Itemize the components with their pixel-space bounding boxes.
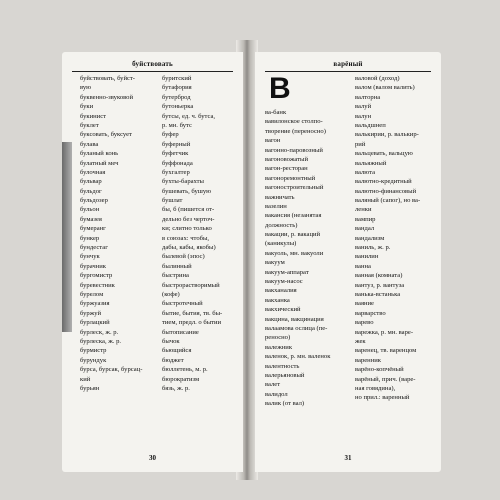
dictionary-entry: буксовать, буксует bbox=[80, 131, 132, 139]
dictionary-entry: бункер bbox=[80, 234, 100, 242]
dictionary-entry: бульон bbox=[80, 206, 100, 214]
dictionary-entry: вакуум-аппарат bbox=[265, 268, 309, 276]
dictionary-entry: бюрократизм bbox=[162, 375, 200, 383]
dictionary-entry: варенник bbox=[355, 356, 381, 364]
dictionary-entry: ваниль, ж. р. bbox=[355, 244, 391, 252]
dictionary-entry: варево bbox=[355, 319, 374, 327]
dictionary-entry: вакуум bbox=[265, 259, 285, 267]
dictionary-entry: быстрина bbox=[162, 272, 189, 280]
left-page-number: 30 bbox=[149, 454, 156, 462]
dictionary-entry: ванилин bbox=[355, 253, 379, 261]
dictionary-entry: бундестаг bbox=[80, 244, 108, 252]
dictionary-entry: валютно-кредитный bbox=[355, 178, 412, 186]
dictionary-entry: ная говядина), bbox=[355, 384, 396, 392]
dictionary-entry: буланый конь bbox=[80, 150, 119, 158]
dictionary-entry: бумазея bbox=[80, 215, 102, 223]
dictionary-entry: валенок, р. мн. валенок bbox=[265, 353, 331, 361]
dictionary-entry: булава bbox=[80, 140, 99, 148]
dictionary-entry: валерьяновый bbox=[265, 371, 305, 379]
dictionary-entry: вакуум-насос bbox=[265, 278, 303, 286]
dictionary-entry: бурлеск, ж. р. bbox=[80, 328, 119, 336]
dictionary-entry: бюллетень, м. р. bbox=[162, 366, 208, 374]
dictionary-entry: варёно-копчёный bbox=[355, 366, 404, 374]
dictionary-entry: вакансия (незанятая bbox=[265, 212, 322, 220]
dictionary-entry: валидол bbox=[265, 390, 288, 398]
dictionary-entry: быстротечный bbox=[162, 300, 203, 308]
dictionary-entry: варварство bbox=[355, 309, 386, 317]
dictionary-entry: (кофе) bbox=[162, 290, 180, 298]
dictionary-entry: но прил.: варенный bbox=[355, 394, 410, 402]
dictionary-entry: вакации, р. вакаций bbox=[265, 231, 321, 239]
dictionary-entry: ванная (комната) bbox=[355, 272, 403, 280]
dictionary-entry: бурелом bbox=[80, 290, 104, 298]
dictionary-entry: бурмистр bbox=[80, 347, 107, 355]
dictionary-entry: вазелин bbox=[265, 202, 287, 210]
dictionary-entry: ванна bbox=[355, 262, 371, 270]
dictionary-entry: былинный bbox=[162, 262, 192, 270]
dictionary-entry: буквенно-звуковой bbox=[80, 93, 134, 101]
dictionary-entry: вую bbox=[80, 84, 92, 92]
dictionary-entry: булатный меч bbox=[80, 159, 119, 167]
section-letter: В bbox=[269, 72, 291, 105]
dictionary-entry: валет bbox=[265, 381, 281, 389]
dictionary-entry: бургомистр bbox=[80, 272, 113, 280]
dictionary-entry: должность) bbox=[265, 221, 298, 229]
dictionary-entry: жек bbox=[355, 337, 366, 345]
dictionary-entry: бухгалтер bbox=[162, 168, 190, 176]
dictionary-entry: бухты-барахты bbox=[162, 178, 204, 186]
dictionary-entry: вантуз, р. вантуза bbox=[355, 281, 405, 289]
dictionary-entry: ленки bbox=[355, 206, 372, 214]
dictionary-entry: валун bbox=[355, 112, 372, 120]
dictionary-entry: ки; слитно только bbox=[162, 225, 212, 233]
dictionary-entry: тием, предл. о бытии bbox=[162, 319, 222, 327]
dictionary-entry: бумеранг bbox=[80, 225, 106, 233]
right-page-header: варёный bbox=[265, 60, 431, 72]
dictionary-entry: бурундук bbox=[80, 356, 107, 364]
dictionary-entry: ваяние bbox=[355, 300, 374, 308]
dictionary-entry: вавилонское столпо- bbox=[265, 118, 323, 126]
dictionary-entry: булочная bbox=[80, 168, 106, 176]
dictionary-entry: былевой (эпос) bbox=[162, 253, 205, 261]
dictionary-entry: букинист bbox=[80, 112, 106, 120]
dictionary-entry: бурачник bbox=[80, 262, 106, 270]
dictionary-entry: бурьян bbox=[80, 384, 100, 392]
dictionary-entry: буфетчик bbox=[162, 150, 189, 158]
dictionary-entry: валяный (сапог), но ва- bbox=[355, 197, 421, 205]
left-page-header: буйствовать bbox=[72, 60, 233, 72]
dictionary-entry: валик (от вал) bbox=[265, 400, 305, 408]
dictionary-entry: вальяжный bbox=[355, 159, 387, 167]
dictionary-entry: вакцина, вакцинация bbox=[265, 315, 324, 323]
dictionary-entry: валежник bbox=[265, 343, 293, 351]
dictionary-entry: бьющийся bbox=[162, 347, 192, 355]
dictionary-entry: бутерброд bbox=[162, 93, 191, 101]
dictionary-entry: вакханка bbox=[265, 296, 290, 304]
dictionary-entry: бутсы, ед. ч. бутса, bbox=[162, 112, 216, 120]
dictionary-entry: валторна bbox=[355, 93, 381, 101]
dictionary-entry: кий bbox=[80, 375, 91, 383]
left-column-2 bbox=[162, 74, 240, 393]
dictionary-entry: бульдог bbox=[80, 187, 102, 195]
right-page bbox=[255, 52, 441, 472]
dictionary-entry: буревестник bbox=[80, 281, 115, 289]
right-column-2 bbox=[355, 74, 437, 403]
dictionary-entry: валентность bbox=[265, 362, 300, 370]
dictionary-entry: дабы, кабы, якобы) bbox=[162, 244, 216, 252]
dictionary-entry: буржуй bbox=[80, 309, 102, 317]
dictionary-entry: реносно) bbox=[265, 334, 291, 342]
dictionary-entry: вагоновожатый bbox=[265, 155, 308, 163]
dictionary-entry: буритский bbox=[162, 75, 192, 82]
dictionary-entry: (каникулы) bbox=[265, 240, 297, 248]
dictionary-entry: буферный bbox=[162, 140, 191, 148]
dictionary-entry: вакхический bbox=[265, 306, 301, 314]
dictionary-entry: бурса, бурсак, бурсац- bbox=[80, 366, 143, 374]
dictionary-entry: бунчук bbox=[80, 253, 100, 261]
dictionary-entry: бытописание bbox=[162, 328, 199, 336]
dictionary-entry: буклет bbox=[80, 121, 99, 129]
right-column-1 bbox=[265, 108, 351, 409]
dictionary-entry: ванька-встанька bbox=[355, 290, 401, 298]
dictionary-entry: валькирии, р. валькир- bbox=[355, 131, 419, 139]
dictionary-entry: бульдозер bbox=[80, 197, 108, 205]
dictionary-entry: вандал bbox=[355, 225, 375, 233]
dictionary-entry: буйствовать, буйст- bbox=[80, 75, 136, 82]
dictionary-entry: вампир bbox=[355, 215, 376, 223]
dictionary-entry: валюта bbox=[355, 168, 376, 176]
dictionary-entry: вальцевать, вальцую bbox=[355, 150, 413, 158]
dictionary-entry: буфер bbox=[162, 131, 179, 139]
dictionary-entry: буржуазия bbox=[80, 300, 110, 308]
dictionary-entry: валуй bbox=[355, 103, 372, 111]
dictionary-entry: бутоньерка bbox=[162, 103, 194, 111]
dictionary-entry: варежка, р. мн. варе- bbox=[355, 328, 414, 336]
dictionary-entry: вальдшнеп bbox=[355, 121, 386, 129]
book-edge bbox=[62, 142, 72, 332]
dictionary-entry: бытие, бытия, тв. бы- bbox=[162, 309, 223, 317]
dictionary-entry: буки bbox=[80, 103, 94, 111]
dictionary-entry: дельно без черточ- bbox=[162, 215, 215, 223]
dictionary-entry: буффонада bbox=[162, 159, 193, 167]
dictionary-entry: вандализм bbox=[355, 234, 385, 242]
dictionary-entry: быстрорастворимый bbox=[162, 281, 220, 289]
dictionary-entry: вагон bbox=[265, 137, 281, 145]
dictionary-entry: бушевать, бушую bbox=[162, 187, 212, 195]
dictionary-entry: валовой (доход) bbox=[355, 75, 400, 82]
dictionary-entry: вакханалия bbox=[265, 287, 297, 295]
dictionary-entry: бюджет bbox=[162, 356, 184, 364]
dictionary-entry: бушлат bbox=[162, 197, 183, 205]
dictionary-entry: вакуоль, мн. вакуоли bbox=[265, 249, 324, 257]
dictionary-entry: вагоноремонтный bbox=[265, 174, 316, 182]
dictionary-entry: валаамова ослица (пе- bbox=[265, 324, 328, 332]
dictionary-entry: варёный, прич. (варе- bbox=[355, 375, 416, 383]
dictionary-entry: валом (валом валить) bbox=[355, 84, 415, 92]
dictionary-entry: бурлацкий bbox=[80, 319, 110, 327]
dictionary-entry: ва-банк bbox=[265, 109, 287, 116]
dictionary-entry: бутафория bbox=[162, 84, 192, 92]
dictionary-entry: важничать bbox=[265, 193, 295, 201]
left-column-1 bbox=[80, 74, 158, 393]
dictionary-entry: р. мн. бутс bbox=[162, 121, 192, 129]
dictionary-entry: вагоностроительный bbox=[265, 184, 324, 192]
dictionary-entry: бязь, ж. р. bbox=[162, 384, 190, 392]
dictionary-entry: бульвар bbox=[80, 178, 102, 186]
dictionary-entry: рий bbox=[355, 140, 366, 148]
dictionary-entry: валютно-финансовый bbox=[355, 187, 417, 195]
dictionary-entry: вагон-ресторан bbox=[265, 165, 308, 173]
right-page-number: 31 bbox=[344, 454, 352, 462]
dictionary-entry: творение (переносно) bbox=[265, 127, 326, 135]
dictionary-entry: вагонно-паровозный bbox=[265, 146, 323, 154]
dictionary-entry: варенец, тв. варенцом bbox=[355, 347, 417, 355]
dictionary-entry: бы, б (пишется от- bbox=[162, 206, 215, 214]
left-page bbox=[62, 52, 243, 472]
dictionary-entry: в союзах: чтобы, bbox=[162, 234, 210, 242]
dictionary-entry: бычок bbox=[162, 337, 180, 345]
dictionary-entry: бурлеска, ж. р. bbox=[80, 337, 122, 345]
